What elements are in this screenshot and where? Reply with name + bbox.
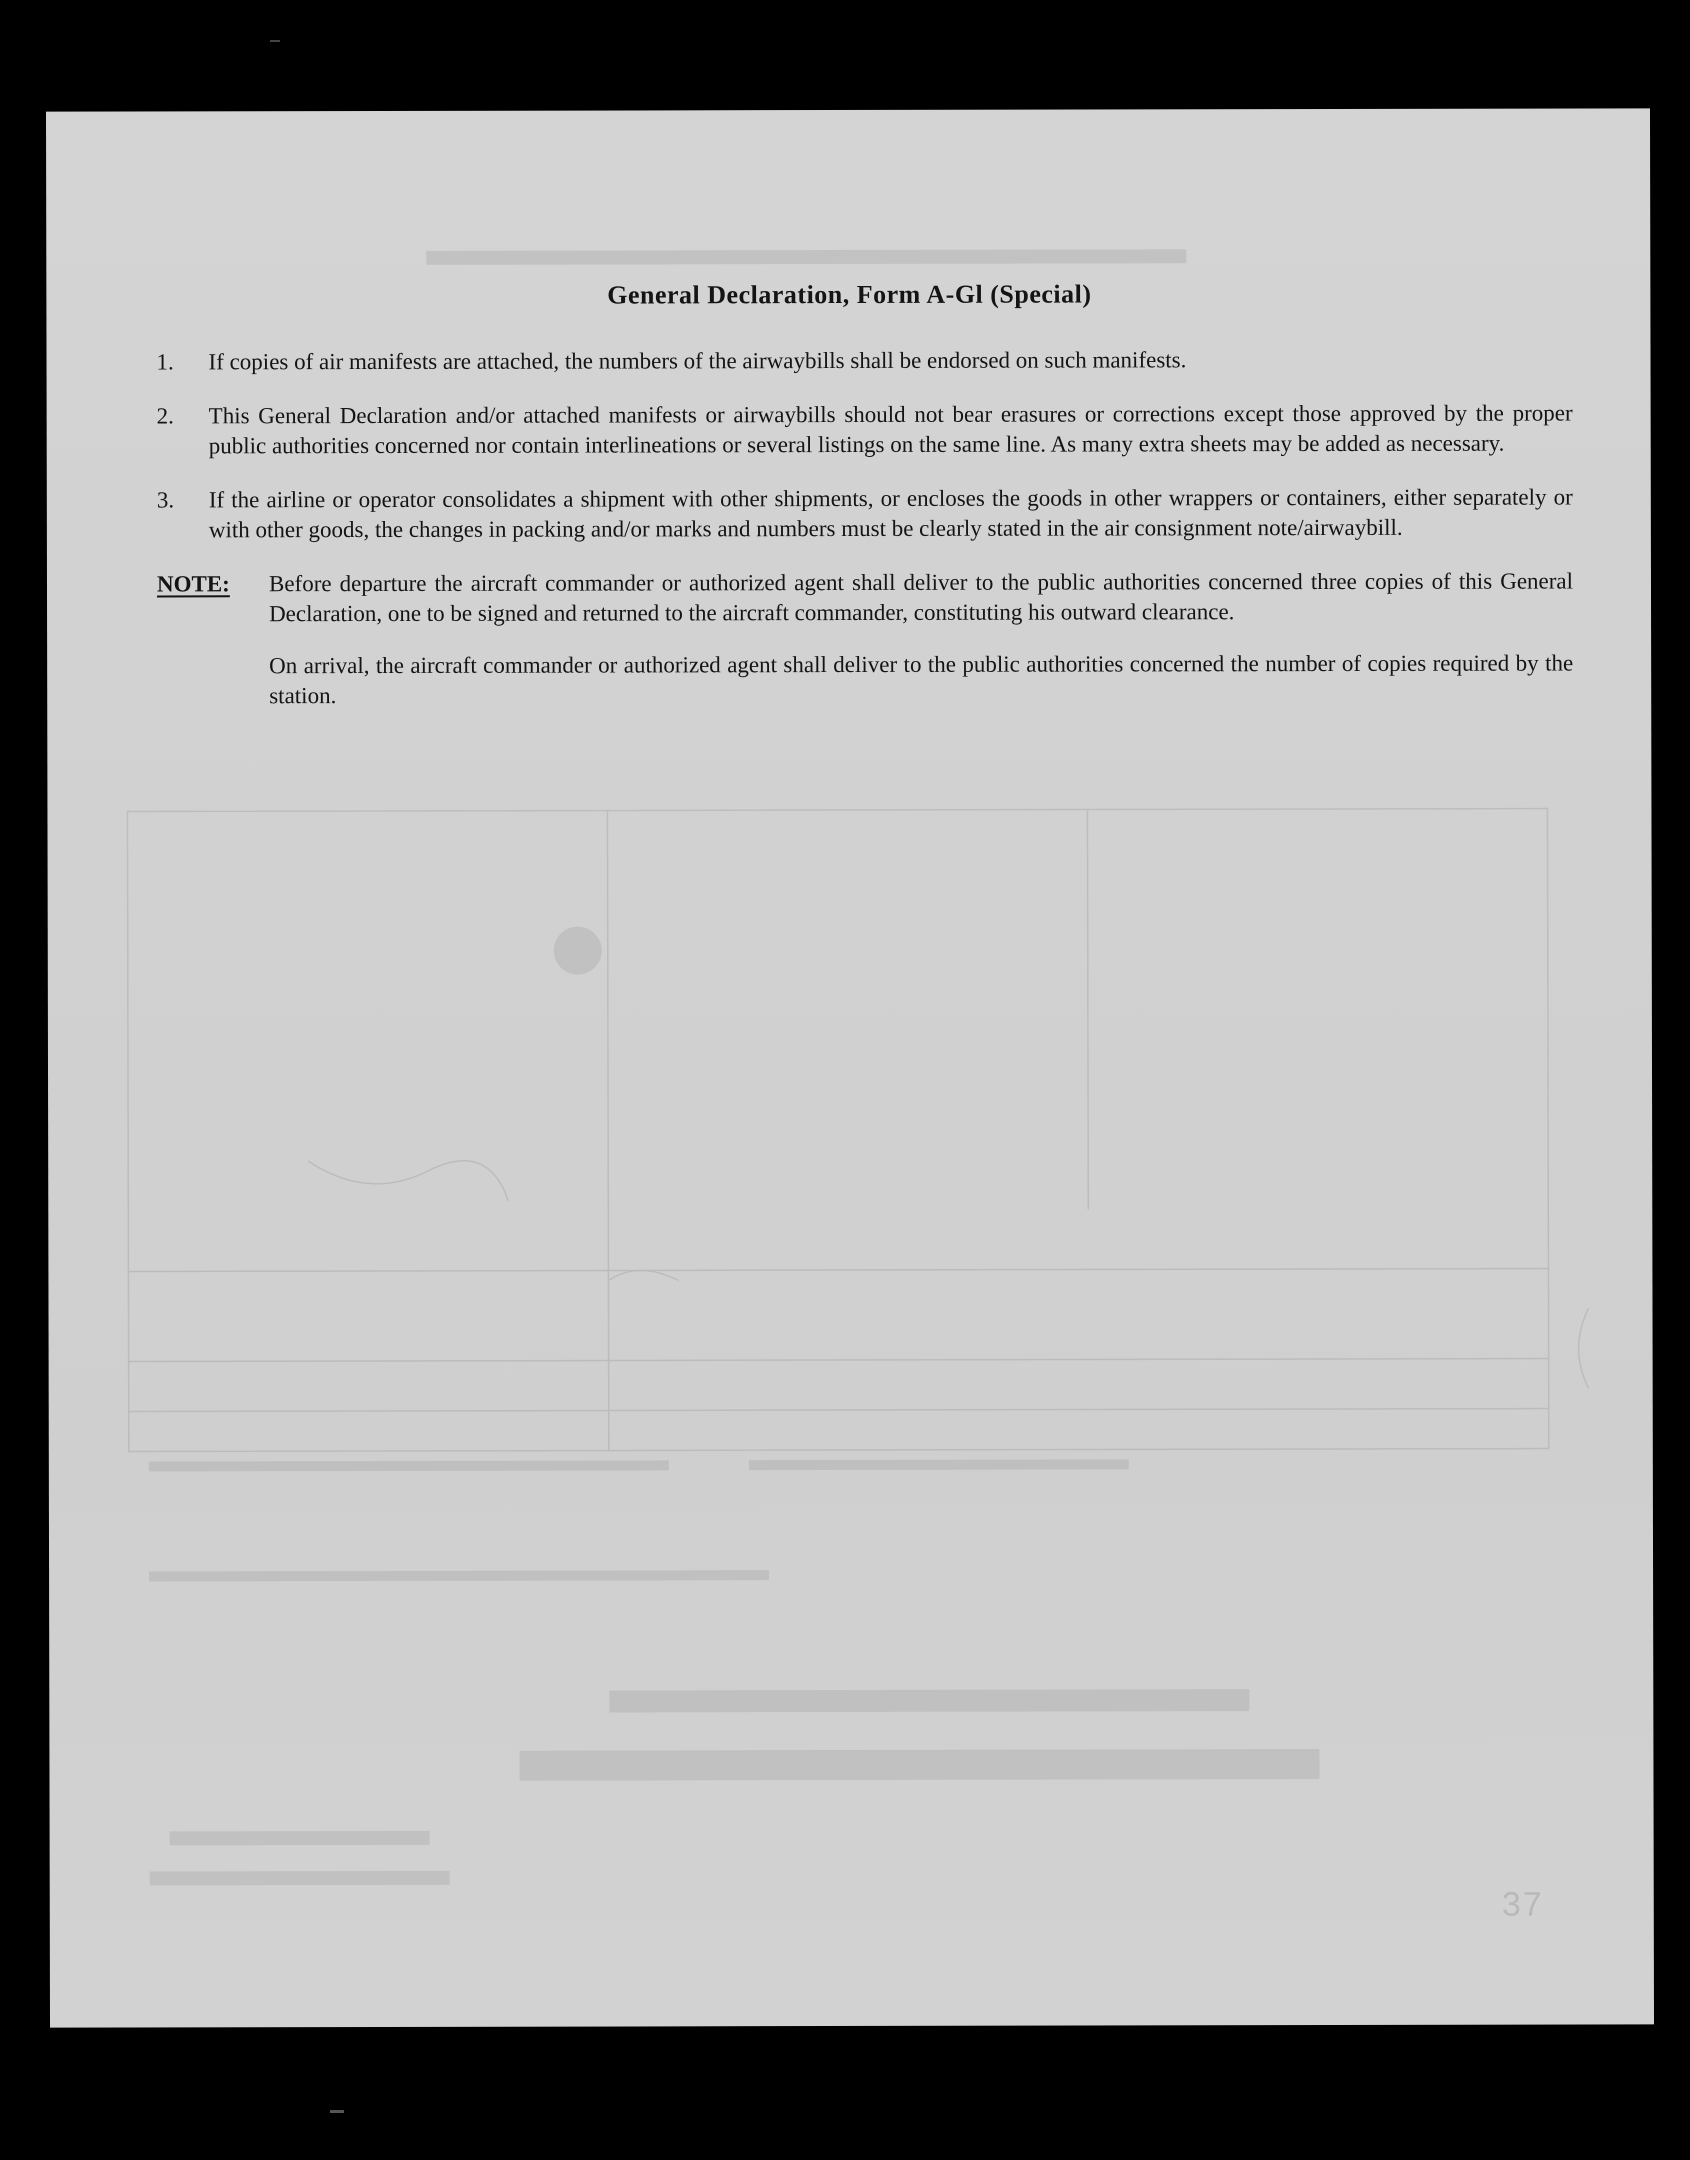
item-number: 3. (156, 487, 175, 513)
note-paragraph-departure: Before departure the aircraft commander or authorized agent shall deliver to the public authorities concerned three copies of this General Declaration, one to be signed and returned to the aircraft commander, constituting his outward clearance. (268, 568, 1574, 627)
scan-speck (270, 40, 280, 42)
item-text: If copies of air manifests are attached, the numbers of the airwaybills shall be endorsed on such manifests. (208, 347, 1187, 375)
instruction-item-2 (157, 398, 1573, 461)
note-section (157, 566, 1573, 733)
note-paragraph-arrival: On arrival, the aircraft commander or authorized agent shall deliver to the public authorities concerned the number of copies required by the station. (269, 650, 1574, 709)
instructions-content (156, 278, 1573, 755)
scan-speck (330, 2110, 344, 2113)
instruction-item-3 (157, 482, 1573, 545)
page-number: 37 (1501, 1885, 1544, 1924)
item-number: 2. (156, 403, 174, 429)
item-text: If the airline or operator consolidates a shipment with other shipments, or encloses the goods in other wrappers or containers, either separately or with other goods, the changes in packing and/or marks and numbers must be clearly stated in the air consignment note/airwaybill. (208, 484, 1573, 543)
form-title: General Declaration, Form A-Gl (Special) (607, 279, 1092, 310)
note-body (269, 566, 1573, 733)
note-label: NOTE: (156, 571, 230, 597)
paper-sheet (46, 108, 1654, 2027)
instruction-item-1 (156, 344, 1572, 377)
item-text: This General Declaration and/or attached manifests or airwaybills should not bear erasures or corrections except those approved by the proper public authorities concerned nor contain interlineations or several listings on the same line. As many extra sheets may be added as necessary. (208, 400, 1573, 459)
item-number: 1. (156, 349, 174, 375)
